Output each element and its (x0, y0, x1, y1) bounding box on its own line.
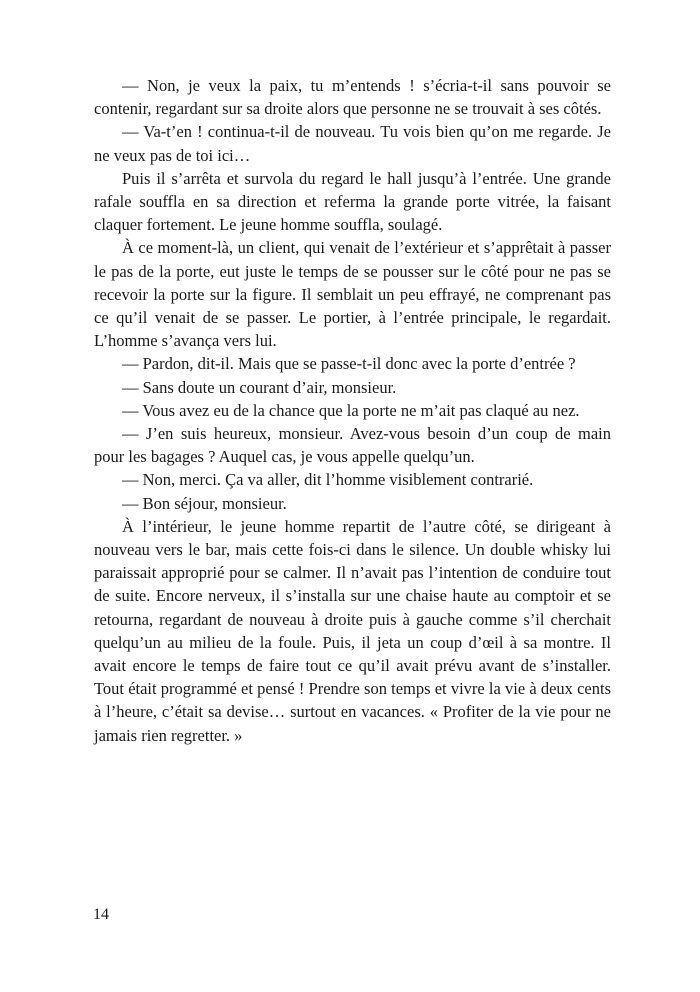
paragraph: — Vous avez eu de la chance que la porte ne m’ait pas claqué au nez. (122, 400, 580, 420)
paragraph: — Non, je veux la paix, tu m’entends ! s’écria-t-il sans pouvoir se contenir, regardant sur sa droite alors que personne ne se trouvait à ses côtés. (94, 76, 611, 119)
paragraph: — Sans doute un courant d’air, monsieur. (122, 377, 397, 397)
paragraph: — Bon séjour, monsieur. (122, 493, 287, 513)
page-number: 14 (93, 906, 109, 923)
paragraph: À l’intérieur, le jeune homme repartit de l’autre côté, se dirigeant à nouveau vers le bar, mais cette fois-ci dans le silence. Un double whisky lui paraissait approprié pour se calmer. Il n’avait pas l’intention de conduire tout de suite. Encore nerveux, il s’installa sur une chaise haute au comptoir et se retourna, regardant de nouveau à droite puis à gauche comme s’il cherchait quelqu’un au milieu de la foule. Puis, il jeta un coup d’œil à sa montre. Il avait encore le temps de faire tout ce qu’il avait prévu avant de s’installer. Tout était programmé et pensé ! Prendre son temps et vivre la vie à deux cents à l’heure, c’était sa devise… surtout en vacances. « Profiter de la vie pour ne jamais rien regretter. » (94, 516, 611, 745)
paragraph: — Non, merci. Ça va aller, dit l’homme visiblement contrarié. (122, 470, 534, 490)
paragraph: — Va-t’en ! continua-t-il de nouveau. Tu vois bien qu’on me regarde. Je ne veux pas de toi ici… (94, 122, 611, 165)
paragraph: Puis il s’arrêta et survola du regard le hall jusqu’à l’entrée. Une grande rafale souffla en sa direction et referma la grande porte vitrée, la faisant claquer fortement. Le jeune homme souffla, soulagé. (94, 168, 611, 235)
paragraph: — J’en suis heureux, monsieur. Avez-vous besoin d’un coup de main pour les bagages ? Auquel cas, je vous appelle quelqu’un. (94, 424, 611, 467)
paragraph: À ce moment-là, un client, qui venait de l’extérieur et s’apprêtait à passer le pas de la porte, eut juste le temps de se pousser sur le côté pour ne pas se recevoir la porte sur la figure. Il semblait un peu effrayé, ne comprenant pas ce qu’il venait de se passer. Le portier, à l’entrée principale, le regardait. L’homme s’avança vers lui. (94, 238, 611, 351)
paragraph: — Pardon, dit-il. Mais que se passe-t-il donc avec la porte d’entrée ? (122, 354, 576, 374)
text-block (94, 74, 611, 747)
